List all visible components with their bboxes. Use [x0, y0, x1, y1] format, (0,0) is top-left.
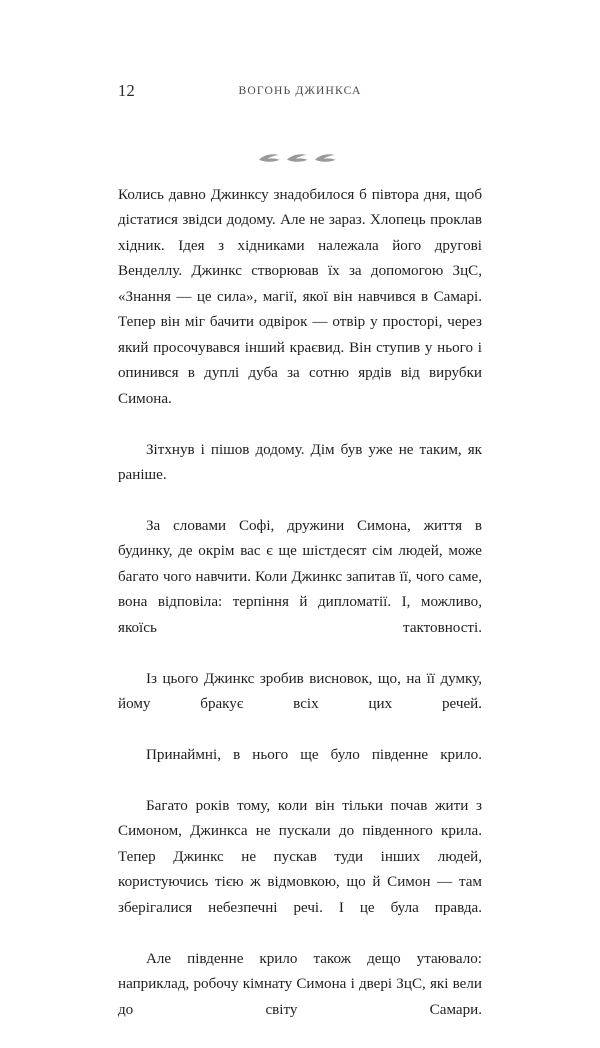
body-paragraph: Колись давно Джинксу знадобилося б півтора дня, щоб дістатися звідси додому. Але не зараз. Хлопець проклав хідник. Ідея з хідниками належала його другові Венделлу. Джинкс створював їх за допомогою ЗцС, «Знання — це сила», магії, якої він навчився в Самарі. Тепер він міг бачити одвірок — отвір у просторі, через який просочувався інший краєвид. Він ступив у нього і опинився в дуплі дуба за сотню ярдів від вирубки Симона.: [118, 187, 482, 407]
body-paragraph: Але південне крило також дещо утаювало: наприклад, робочу кімнату Симона і двері ЗцС, які вели до світу Самари.: [118, 950, 482, 1018]
three-leaf-ornament: [118, 148, 482, 168]
body-paragraph: Багато років тому, коли він тільки почав жити з Симоном, Джинкса не пускали до південного крила. Тепер Джинкс не пускав туди інших людей, користуючись тією ж відмовкою, що й Симон — там зберігалися небезпечні речі. І це була правда.: [118, 797, 482, 916]
body-text-block: [118, 183, 482, 1048]
running-header-title: ВОГОНЬ ДЖИНКСА: [238, 84, 362, 97]
body-paragraph: За словами Софі, дружини Симона, життя в будинку, де окрім вас є ще шістдесят сім людей, може багато чого навчити. Коли Джинкс запитав її, чого саме, вона відповіла: терпіння й дипломатії. І, можливо, якоїсь тактовності.: [118, 517, 482, 636]
page-number: 12: [118, 81, 135, 100]
body-paragraph: Із цього Джинкс зробив висновок, що, на її думку, йому бракує всіх цих речей.: [118, 670, 482, 713]
running-header: [118, 80, 482, 102]
body-paragraph: Принаймні, в нього ще було південне крило.: [146, 746, 482, 763]
body-paragraph: Зітхнув і пішов додому. Дім був уже не таким, як раніше.: [118, 441, 482, 483]
